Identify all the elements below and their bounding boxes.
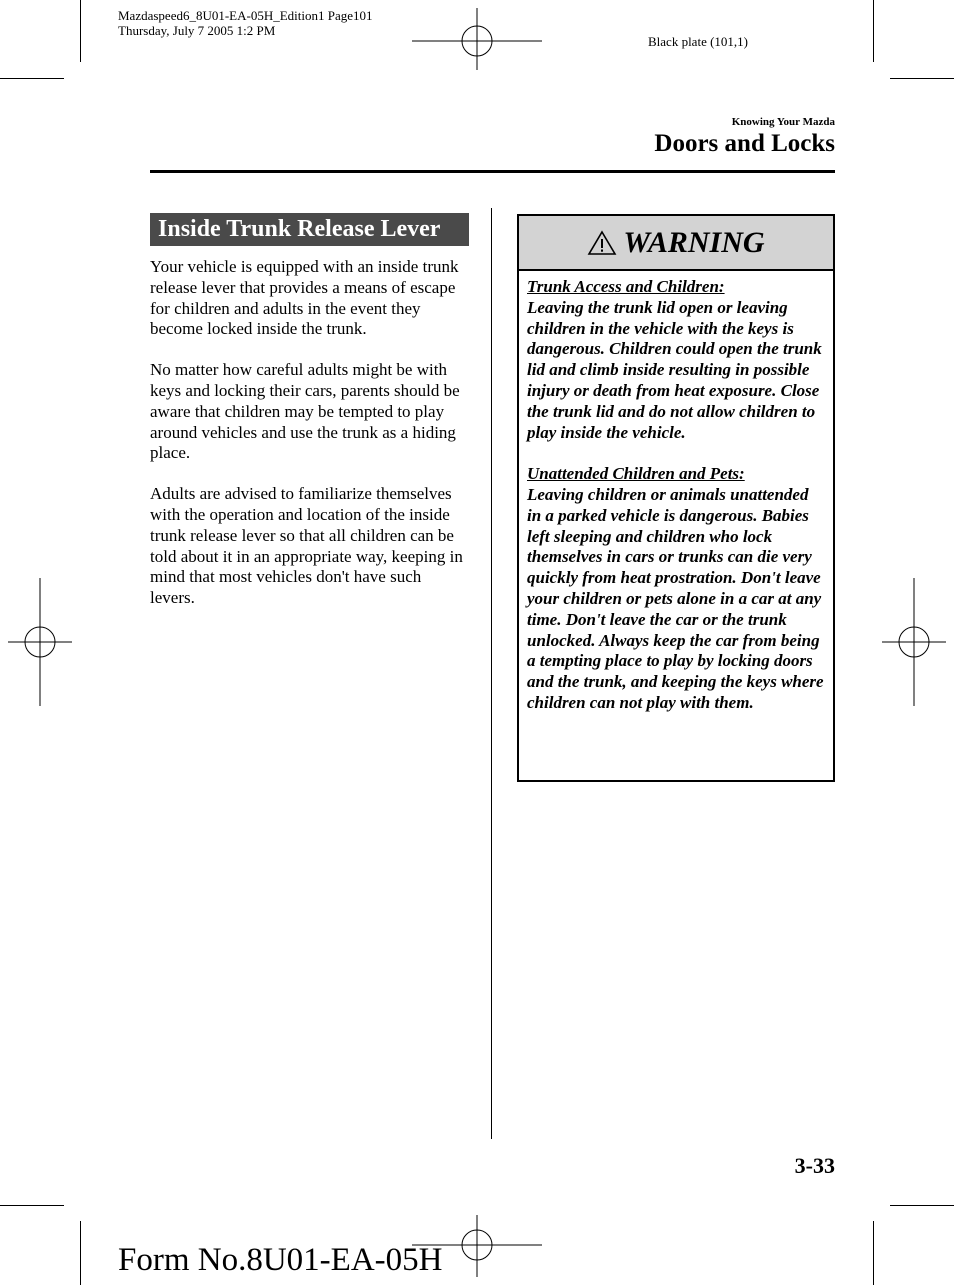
warning-box [517, 214, 835, 782]
section-heading: Inside Trunk Release Lever [150, 213, 469, 246]
warning-header [519, 216, 833, 271]
paragraph: Your vehicle is equipped with an inside trunk release lever that provides a means of escape for children and adults in the event they become locked inside the trunk. [150, 257, 459, 339]
paragraph: No matter how careful adults might be with keys and locking their cars, parents should be aware that children may be tempted to play around vehicles and use the trunk as a hiding place. [150, 360, 460, 463]
print-info-line2: Thursday, July 7 2005 1:2 PM [118, 23, 276, 38]
warning-triangle-icon [587, 230, 617, 256]
registration-mark-top [412, 8, 542, 70]
warning-text: Leaving the trunk lid open or leaving children in the vehicle with the keys is dangerous. Children could open the trunk lid and climb inside resulting in possible injury or death from heat exposure. Close the trunk lid and do not allow children to play inside the vehicle. [527, 297, 822, 442]
registration-mark-right [882, 578, 946, 706]
warning-subtitle: Unattended Children and Pets: [527, 464, 745, 484]
section-label: Knowing Your Mazda [731, 116, 835, 128]
warning-subtitle: Trunk Access and Children: [527, 277, 725, 296]
warning-body [519, 271, 833, 714]
registration-mark-left [8, 578, 72, 706]
black-plate-label: Black plate (101,1) [648, 34, 748, 49]
warning-title: WARNING [623, 225, 765, 259]
header-rule [150, 170, 835, 173]
print-info [118, 8, 373, 38]
page-number: 3-33 [794, 1153, 835, 1178]
page-title: Doors and Locks [654, 130, 835, 157]
column-divider [491, 208, 492, 1139]
paragraph: Adults are advised to familiarize themselves with the operation and location of the inside trunk release lever so that all children can be told about it in an appropriate way, keeping in mind that most vehicles don't have such levers. [150, 484, 463, 608]
form-number: Form No.8U01-EA-05H [118, 1242, 443, 1278]
warning-text: Leaving children or animals unattended in a parked vehicle is dangerous. Babies left sleeping and children who lock themselves in cars or trunks can die very quickly from heat prostration. Don't leave your children or pets alone in a car at any time. Don't leave the car or the trunk unlocked. Always keep the car from being a tempting place to play by locking doors and the trunk, and keeping the keys where children can not play with them. [527, 484, 824, 712]
print-info-line1: Mazdaspeed6_8U01-EA-05H_Edition1 Page101 [118, 8, 373, 23]
body-text [150, 257, 470, 629]
